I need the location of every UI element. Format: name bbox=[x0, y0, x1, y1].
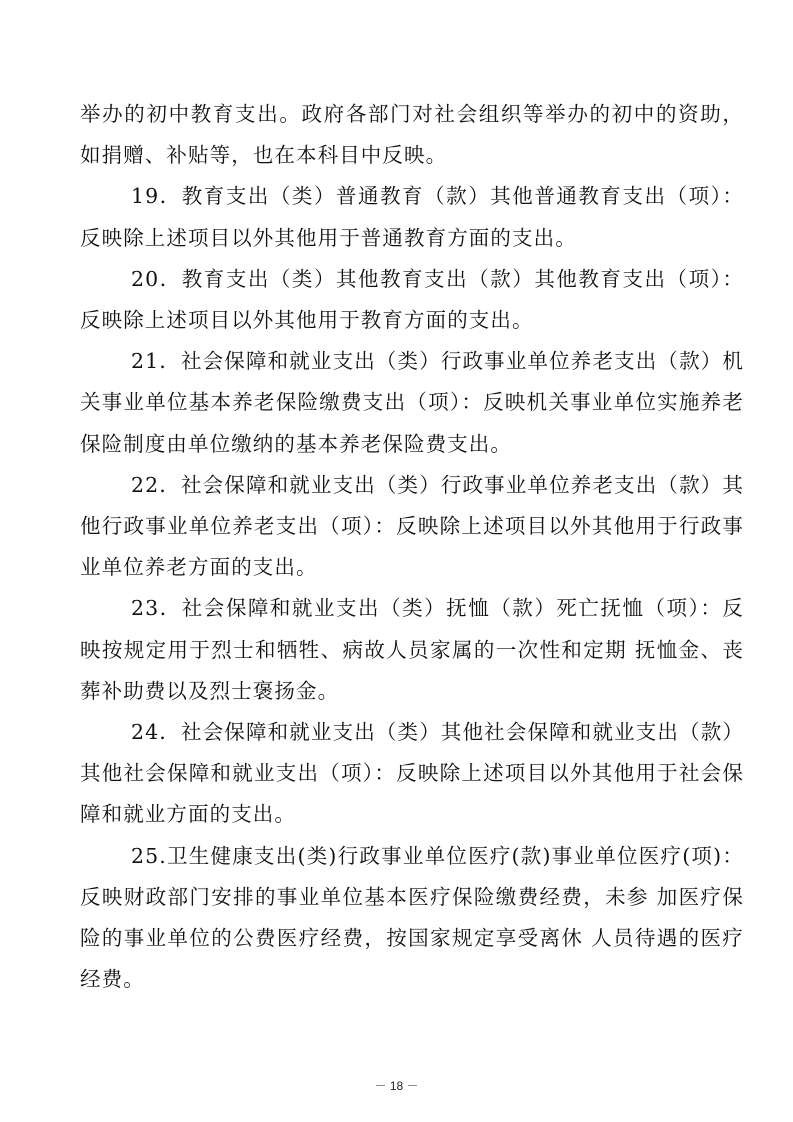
document-body bbox=[80, 94, 744, 1000]
paragraph-item-25: 25.卫生健康支出(类)行政事业单位医疗(款)事业单位医疗(项)：反映财政部门安排的事业单位基本医疗保险缴费经费，未参 加医疗保险的事业单位的公费医疗经费，按国家规定享受离休 人员待遇的医疗经费。 bbox=[80, 843, 744, 992]
paragraph-continuation: 举办的初中教育支出。政府各部门对社会组织等举办的初中的资助，如捐赠、补贴等，也在本科目中反映。 bbox=[80, 102, 744, 168]
paragraph-item-20: 20．教育支出（类）其他教育支出（款）其他教育支出（项）：反映除上述项目以外其他用于教育方面的支出。 bbox=[80, 266, 744, 333]
paragraph-item-23: 23．社会保障和就业支出（类）抚恤（款）死亡抚恤（项）：反映按规定用于烈士和牺牲、病故人员家属的一次性和定期 抚恤金、丧葬补助费以及烈士褒扬金。 bbox=[80, 596, 744, 703]
page-number: － 18 － bbox=[374, 1079, 419, 1093]
paragraph-item-21: 21．社会保障和就业支出（类）行政事业单位养老支出（款）机关事业单位基本养老保险缴费支出（项）：反映机关事业单位实施养老保险制度由单位缴纳的基本养老保险费支出。 bbox=[80, 349, 744, 456]
paragraph-item-24: 24．社会保障和就业支出（类）其他社会保障和就业支出（款）其他社会保障和就业支出（项）：反映除上述项目以外其他用于社会保障和就业方面的支出。 bbox=[80, 720, 744, 827]
paragraph-item-19: 19．教育支出（类）普通教育（款）其他普通教育支出（项）：反映除上述项目以外其他用于普通教育方面的支出。 bbox=[80, 184, 744, 250]
paragraph-item-22: 22．社会保障和就业支出（类）行政事业单位养老支出（款）其他行政事业单位养老支出（项）：反映除上述项目以外其他用于行政事业单位养老方面的支出。 bbox=[80, 472, 744, 580]
